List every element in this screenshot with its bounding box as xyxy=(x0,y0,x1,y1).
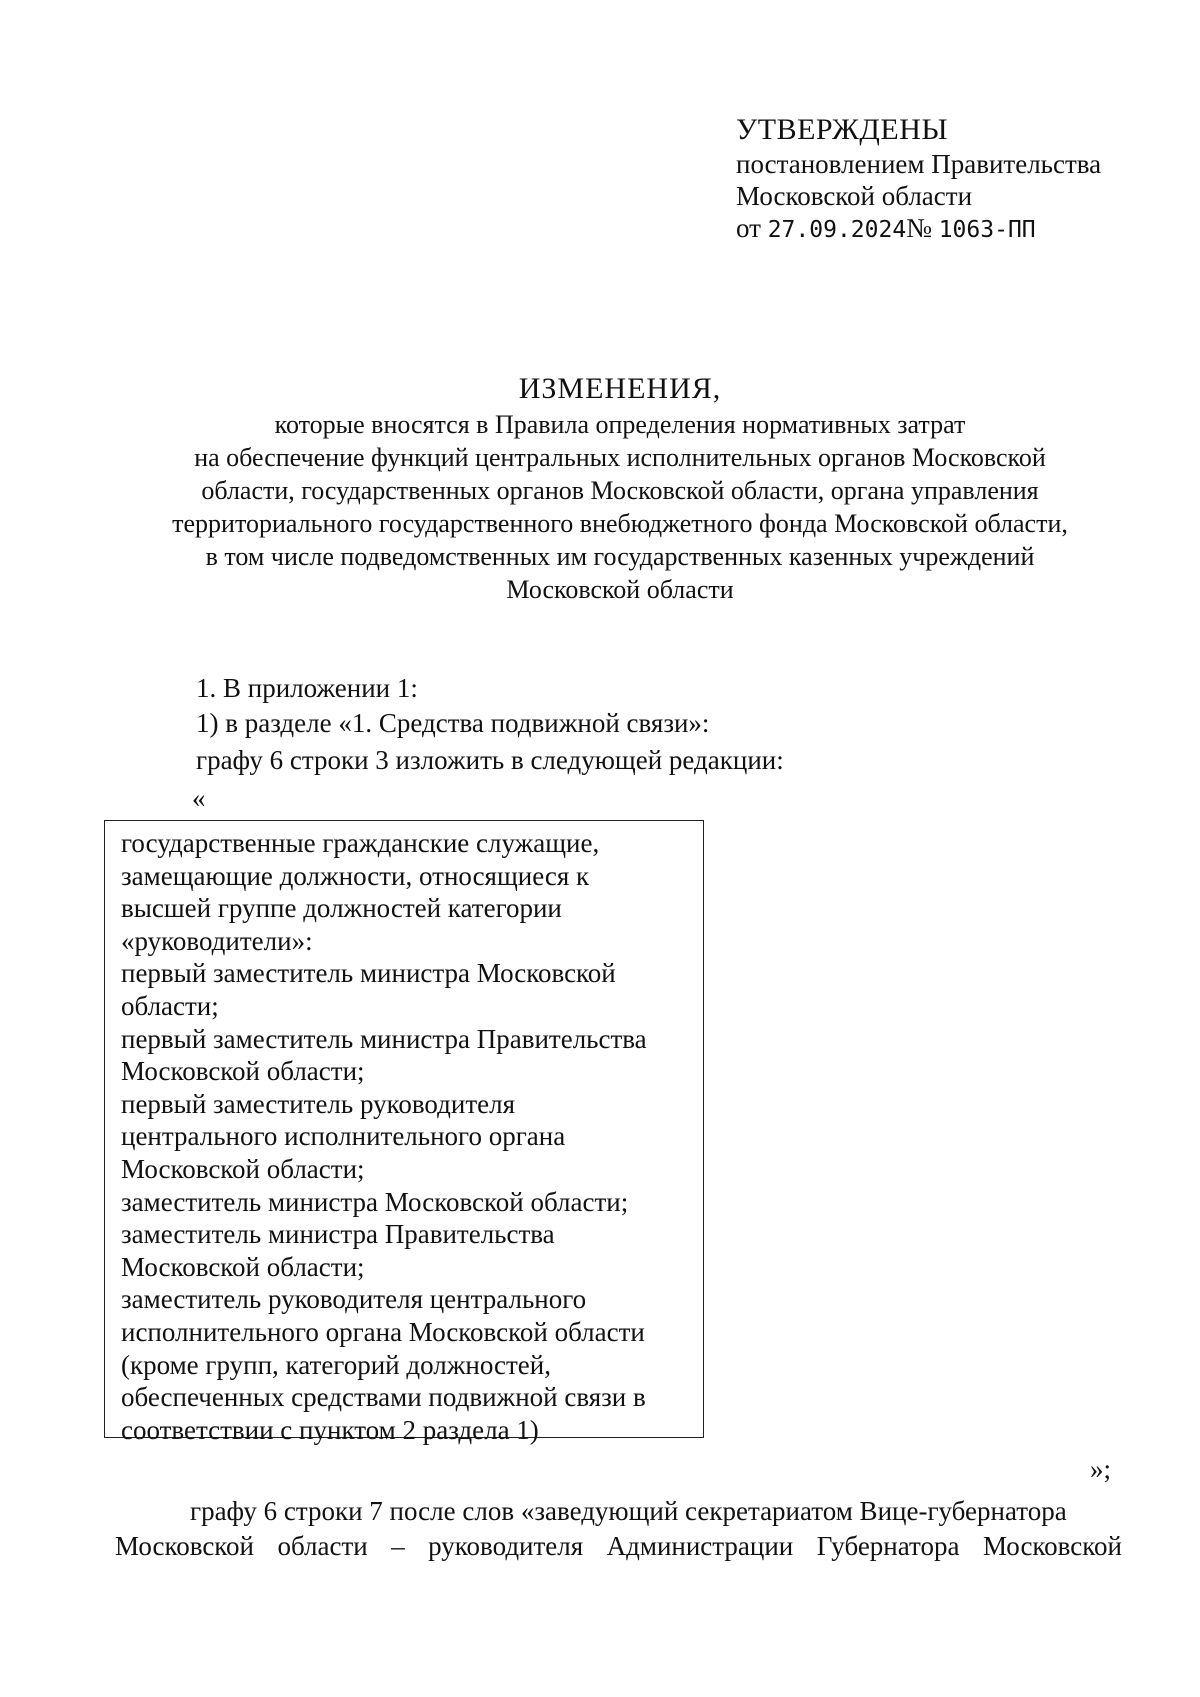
cell-line: Московской области; xyxy=(121,1153,365,1184)
item-1: 1. В приложении 1: xyxy=(196,673,418,703)
cell-line: заместитель министра Московской области; xyxy=(121,1186,629,1217)
cell-line: (кроме групп, категорий должностей, xyxy=(121,1349,551,1380)
quote-open: « xyxy=(192,783,206,813)
title-line: которые вносятся в Правила определения нормативных затрат xyxy=(274,410,966,439)
title-line: в том числе подведомственных им государственных казенных учреждений xyxy=(205,542,1035,571)
cell-line: первый заместитель министра Правительства xyxy=(121,1023,647,1054)
quote-close: »; xyxy=(1090,1454,1112,1484)
instruction-2-word: Администрации xyxy=(606,1531,794,1561)
instruction-2-line-1: графу 6 строки 7 после слов «заведующий секретариатом Вице-губернатора xyxy=(190,1496,1067,1526)
cell-line: первый заместитель руководителя xyxy=(121,1088,516,1119)
cell-line: высшей группе должностей категории xyxy=(121,893,562,924)
item-1-1: 1) в разделе «1. Средства подвижной связи»: xyxy=(196,708,710,738)
instruction-2-word: Губернатора xyxy=(816,1531,960,1561)
cell-line: обеспеченных средствами подвижной связи в xyxy=(121,1382,646,1413)
instruction-2-word: – xyxy=(391,1531,405,1561)
approval-line-1: постановлением Правительства xyxy=(736,149,1102,179)
document-title: ИЗМЕНЕНИЯ, xyxy=(518,372,722,405)
instruction-2-word: Московской xyxy=(982,1531,1122,1561)
cell-line: первый заместитель министра Московской xyxy=(121,958,616,989)
approval-number: 1063-ПП xyxy=(938,217,1036,243)
cell-line: исполнительного органа Московской области xyxy=(121,1316,645,1347)
title-line: на обеспечение функций центральных исполнительных органов Московской xyxy=(194,443,1046,472)
cell-line: заместитель руководителя центрального xyxy=(121,1284,587,1315)
approval-heading: УТВЕРЖДЕНЫ xyxy=(736,113,949,146)
approval-date-prefix: от xyxy=(736,213,761,243)
cell-line: замещающие должности, относящиеся к xyxy=(121,860,590,891)
title-line: территориального государственного внебюджетного фонда Московской области, xyxy=(172,509,1068,538)
title-line: Московской области xyxy=(506,575,734,604)
document-title-block xyxy=(120,370,1120,606)
instruction-2-line-2 xyxy=(115,1530,1122,1563)
instruction-2-word: области xyxy=(277,1531,368,1561)
cell-line: «руководители»: xyxy=(121,925,313,956)
title-line: области, государственных органов Московской области, органа управления xyxy=(201,476,1039,505)
approval-date: 27.09.2024 xyxy=(767,217,907,243)
approval-date-line xyxy=(736,212,1166,246)
cell-line: центрального исполнительного органа xyxy=(121,1121,566,1152)
table-cell-box xyxy=(104,820,704,1445)
instruction-2-word: руководителя xyxy=(428,1531,584,1561)
approval-number-sign: № xyxy=(906,213,932,243)
cell-line: Московской области; xyxy=(121,1251,365,1282)
instruction-2-word: Московской xyxy=(115,1531,255,1561)
cell-line: области; xyxy=(121,990,219,1021)
cell-line: Московской области; xyxy=(121,1056,365,1087)
cell-line: заместитель министра Правительства xyxy=(121,1219,555,1250)
approval-block xyxy=(736,112,1166,246)
cell-line: соответствии с пунктом 2 раздела 1) xyxy=(121,1414,539,1445)
approval-line-2: Московской области xyxy=(736,181,973,211)
instruction-1: графу 6 строки 3 изложить в следующей редакции: xyxy=(196,745,784,775)
cell-line: государственные гражданские служащие, xyxy=(121,828,600,858)
